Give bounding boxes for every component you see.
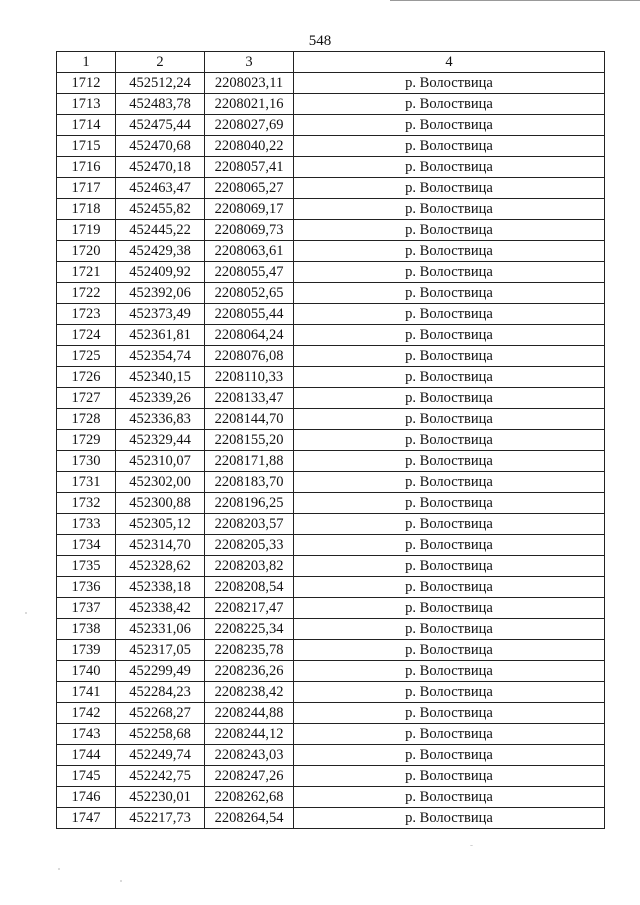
y-coordinate-cell: 2208063,61 — [205, 241, 294, 262]
y-coordinate-cell: 2208144,70 — [205, 409, 294, 430]
y-coordinate-cell: 2208238,42 — [205, 682, 294, 703]
scan-speck — [25, 612, 27, 614]
table-row — [57, 556, 605, 577]
y-coordinate-cell: 2208027,69 — [205, 115, 294, 136]
y-coordinate-cell: 2208069,17 — [205, 199, 294, 220]
point-number-cell: 1739 — [57, 640, 116, 661]
point-number-cell: 1732 — [57, 493, 116, 514]
x-coordinate-cell: 452217,73 — [116, 808, 205, 829]
table-row — [57, 115, 605, 136]
point-number-cell: 1743 — [57, 724, 116, 745]
table-row — [57, 640, 605, 661]
description-cell: р. Волоствица — [294, 451, 605, 472]
x-coordinate-cell: 452302,00 — [116, 472, 205, 493]
x-coordinate-cell: 452429,38 — [116, 241, 205, 262]
y-coordinate-cell: 2208203,82 — [205, 556, 294, 577]
point-number-cell: 1729 — [57, 430, 116, 451]
y-coordinate-cell: 2208155,20 — [205, 430, 294, 451]
y-coordinate-cell: 2208205,33 — [205, 535, 294, 556]
description-cell: р. Волоствица — [294, 325, 605, 346]
column-header-4: 4 — [294, 52, 605, 73]
y-coordinate-cell: 2208236,26 — [205, 661, 294, 682]
table-row — [57, 430, 605, 451]
y-coordinate-cell: 2208264,54 — [205, 808, 294, 829]
description-cell: р. Волоствица — [294, 346, 605, 367]
table-row — [57, 346, 605, 367]
table-row — [57, 241, 605, 262]
table-row — [57, 367, 605, 388]
y-coordinate-cell: 2208055,44 — [205, 304, 294, 325]
y-coordinate-cell: 2208064,24 — [205, 325, 294, 346]
description-cell: р. Волоствица — [294, 745, 605, 766]
table-row — [57, 388, 605, 409]
point-number-cell: 1745 — [57, 766, 116, 787]
table-row — [57, 178, 605, 199]
table-row — [57, 451, 605, 472]
x-coordinate-cell: 452354,74 — [116, 346, 205, 367]
description-cell: р. Волоствица — [294, 472, 605, 493]
x-coordinate-cell: 452475,44 — [116, 115, 205, 136]
point-number-cell: 1746 — [57, 787, 116, 808]
point-number-cell: 1720 — [57, 241, 116, 262]
table-row — [57, 73, 605, 94]
point-number-cell: 1719 — [57, 220, 116, 241]
description-cell: р. Волоствица — [294, 73, 605, 94]
y-coordinate-cell: 2208023,11 — [205, 73, 294, 94]
x-coordinate-cell: 452361,81 — [116, 325, 205, 346]
x-coordinate-cell: 452463,47 — [116, 178, 205, 199]
x-coordinate-cell: 452392,06 — [116, 283, 205, 304]
point-number-cell: 1735 — [57, 556, 116, 577]
description-cell: р. Волоствица — [294, 430, 605, 451]
y-coordinate-cell: 2208133,47 — [205, 388, 294, 409]
description-cell: р. Волоствица — [294, 220, 605, 241]
point-number-cell: 1742 — [57, 703, 116, 724]
description-cell: р. Волоствица — [294, 724, 605, 745]
table-row — [57, 682, 605, 703]
description-cell: р. Волоствица — [294, 367, 605, 388]
x-coordinate-cell: 452305,12 — [116, 514, 205, 535]
table-row — [57, 493, 605, 514]
table-row — [57, 136, 605, 157]
x-coordinate-cell: 452329,44 — [116, 430, 205, 451]
x-coordinate-cell: 452249,74 — [116, 745, 205, 766]
y-coordinate-cell: 2208040,22 — [205, 136, 294, 157]
table-row — [57, 766, 605, 787]
x-coordinate-cell: 452230,01 — [116, 787, 205, 808]
x-coordinate-cell: 452512,24 — [116, 73, 205, 94]
table-header-row — [57, 52, 605, 73]
description-cell: р. Волоствица — [294, 409, 605, 430]
y-coordinate-cell: 2208217,47 — [205, 598, 294, 619]
point-number-cell: 1715 — [57, 136, 116, 157]
y-coordinate-cell: 2208243,03 — [205, 745, 294, 766]
point-number-cell: 1737 — [57, 598, 116, 619]
y-coordinate-cell: 2208171,88 — [205, 451, 294, 472]
x-coordinate-cell: 452470,18 — [116, 157, 205, 178]
point-number-cell: 1727 — [57, 388, 116, 409]
description-cell: р. Волоствица — [294, 493, 605, 514]
coordinates-table — [56, 51, 605, 829]
y-coordinate-cell: 2208244,12 — [205, 724, 294, 745]
description-cell: р. Волоствица — [294, 94, 605, 115]
x-coordinate-cell: 452338,18 — [116, 577, 205, 598]
x-coordinate-cell: 452258,68 — [116, 724, 205, 745]
page-number: 548 — [308, 33, 332, 49]
description-cell: р. Волоствица — [294, 703, 605, 724]
scan-speck — [120, 880, 122, 882]
table-row — [57, 535, 605, 556]
description-cell: р. Волоствица — [294, 619, 605, 640]
x-coordinate-cell: 452340,15 — [116, 367, 205, 388]
table-row — [57, 220, 605, 241]
column-header-2: 2 — [116, 52, 205, 73]
description-cell: р. Волоствица — [294, 514, 605, 535]
y-coordinate-cell: 2208247,26 — [205, 766, 294, 787]
point-number-cell: 1740 — [57, 661, 116, 682]
x-coordinate-cell: 452268,27 — [116, 703, 205, 724]
table-row — [57, 598, 605, 619]
table-body — [57, 73, 605, 829]
x-coordinate-cell: 452284,23 — [116, 682, 205, 703]
x-coordinate-cell: 452445,22 — [116, 220, 205, 241]
x-coordinate-cell: 452339,26 — [116, 388, 205, 409]
x-coordinate-cell: 452409,92 — [116, 262, 205, 283]
table-row — [57, 199, 605, 220]
x-coordinate-cell: 452470,68 — [116, 136, 205, 157]
x-coordinate-cell: 452331,06 — [116, 619, 205, 640]
y-coordinate-cell: 2208196,25 — [205, 493, 294, 514]
point-number-cell: 1744 — [57, 745, 116, 766]
point-number-cell: 1722 — [57, 283, 116, 304]
point-number-cell: 1726 — [57, 367, 116, 388]
y-coordinate-cell: 2208021,16 — [205, 94, 294, 115]
x-coordinate-cell: 452310,07 — [116, 451, 205, 472]
point-number-cell: 1717 — [57, 178, 116, 199]
table-row — [57, 577, 605, 598]
y-coordinate-cell: 2208057,41 — [205, 157, 294, 178]
table-row — [57, 472, 605, 493]
table-row — [57, 304, 605, 325]
description-cell: р. Волоствица — [294, 598, 605, 619]
table-row — [57, 724, 605, 745]
description-cell: р. Волоствица — [294, 640, 605, 661]
table-row — [57, 94, 605, 115]
description-cell: р. Волоствица — [294, 388, 605, 409]
y-coordinate-cell: 2208225,34 — [205, 619, 294, 640]
description-cell: р. Волоствица — [294, 115, 605, 136]
y-coordinate-cell: 2208055,47 — [205, 262, 294, 283]
point-number-cell: 1716 — [57, 157, 116, 178]
point-number-cell: 1725 — [57, 346, 116, 367]
point-number-cell: 1714 — [57, 115, 116, 136]
description-cell: р. Волоствица — [294, 262, 605, 283]
table-row — [57, 514, 605, 535]
y-coordinate-cell: 2208069,73 — [205, 220, 294, 241]
point-number-cell: 1730 — [57, 451, 116, 472]
scan-speck — [58, 868, 60, 870]
description-cell: р. Волоствица — [294, 766, 605, 787]
column-header-3: 3 — [205, 52, 294, 73]
description-cell: р. Волоствица — [294, 157, 605, 178]
description-cell: р. Волоствица — [294, 535, 605, 556]
x-coordinate-cell: 452483,78 — [116, 94, 205, 115]
y-coordinate-cell: 2208110,33 — [205, 367, 294, 388]
description-cell: р. Волоствица — [294, 682, 605, 703]
table-row — [57, 157, 605, 178]
point-number-cell: 1728 — [57, 409, 116, 430]
description-cell: р. Волоствица — [294, 178, 605, 199]
point-number-cell: 1734 — [57, 535, 116, 556]
table-row — [57, 283, 605, 304]
x-coordinate-cell: 452455,82 — [116, 199, 205, 220]
description-cell: р. Волоствица — [294, 241, 605, 262]
point-number-cell: 1738 — [57, 619, 116, 640]
point-number-cell: 1731 — [57, 472, 116, 493]
description-cell: р. Волоствица — [294, 787, 605, 808]
y-coordinate-cell: 2208052,65 — [205, 283, 294, 304]
description-cell: р. Волоствица — [294, 199, 605, 220]
column-header-1: 1 — [57, 52, 116, 73]
x-coordinate-cell: 452314,70 — [116, 535, 205, 556]
table-row — [57, 262, 605, 283]
point-number-cell: 1741 — [57, 682, 116, 703]
table-row — [57, 409, 605, 430]
x-coordinate-cell: 452242,75 — [116, 766, 205, 787]
description-cell: р. Волоствица — [294, 808, 605, 829]
x-coordinate-cell: 452336,83 — [116, 409, 205, 430]
point-number-cell: 1721 — [57, 262, 116, 283]
point-number-cell: 1712 — [57, 73, 116, 94]
description-cell: р. Волоствица — [294, 556, 605, 577]
table-row — [57, 661, 605, 682]
y-coordinate-cell: 2208208,54 — [205, 577, 294, 598]
y-coordinate-cell: 2208183,70 — [205, 472, 294, 493]
x-coordinate-cell: 452317,05 — [116, 640, 205, 661]
scan-speck — [470, 845, 473, 846]
description-cell: р. Волоствица — [294, 304, 605, 325]
point-number-cell: 1733 — [57, 514, 116, 535]
description-cell: р. Волоствица — [294, 136, 605, 157]
point-number-cell: 1736 — [57, 577, 116, 598]
description-cell: р. Волоствица — [294, 661, 605, 682]
y-coordinate-cell: 2208203,57 — [205, 514, 294, 535]
y-coordinate-cell: 2208065,27 — [205, 178, 294, 199]
point-number-cell: 1723 — [57, 304, 116, 325]
y-coordinate-cell: 2208076,08 — [205, 346, 294, 367]
y-coordinate-cell: 2208244,88 — [205, 703, 294, 724]
y-coordinate-cell: 2208262,68 — [205, 787, 294, 808]
top-border-line — [390, 0, 640, 1]
x-coordinate-cell: 452299,49 — [116, 661, 205, 682]
description-cell: р. Волоствица — [294, 577, 605, 598]
point-number-cell: 1724 — [57, 325, 116, 346]
y-coordinate-cell: 2208235,78 — [205, 640, 294, 661]
table-row — [57, 619, 605, 640]
table-row — [57, 325, 605, 346]
table-row — [57, 787, 605, 808]
x-coordinate-cell: 452300,88 — [116, 493, 205, 514]
table-row — [57, 745, 605, 766]
table-row — [57, 703, 605, 724]
description-cell: р. Волоствица — [294, 283, 605, 304]
table-row — [57, 808, 605, 829]
point-number-cell: 1718 — [57, 199, 116, 220]
x-coordinate-cell: 452328,62 — [116, 556, 205, 577]
x-coordinate-cell: 452373,49 — [116, 304, 205, 325]
point-number-cell: 1713 — [57, 94, 116, 115]
x-coordinate-cell: 452338,42 — [116, 598, 205, 619]
point-number-cell: 1747 — [57, 808, 116, 829]
